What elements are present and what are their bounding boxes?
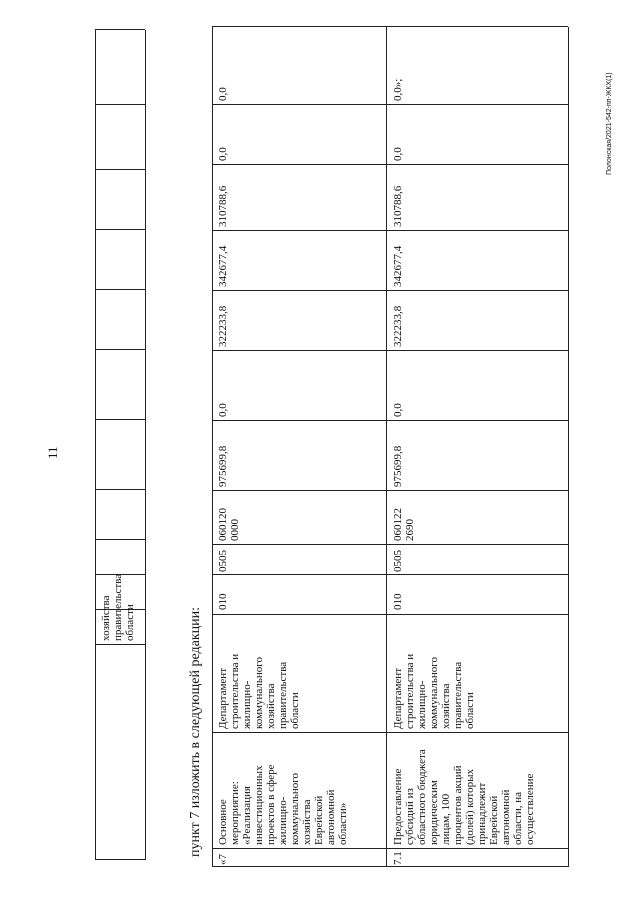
- row-number: «7: [217, 854, 229, 865]
- year-1-amount: 0,0: [392, 403, 404, 417]
- target-article-code: 060120 0000: [217, 508, 241, 541]
- rzpr-code: 0505: [217, 550, 229, 572]
- activity-name: Основное мероприятие: «Реализация инвестиционных проектов в сфере жилищно- коммунального хозяйства Еврейской автономной области»: [217, 764, 349, 845]
- total-amount: 975699,8: [392, 445, 404, 487]
- executor: Департамент строительства и жилищно- коммунального хозяйства правительства области: [217, 653, 301, 729]
- year-3-amount: 342677,4: [217, 245, 229, 287]
- year-3-amount: 342677,4: [392, 245, 404, 287]
- total-amount: 975699,8: [217, 445, 229, 487]
- document-side-note: Полонская/2021-542-пп-ЖКХ(1): [606, 72, 613, 175]
- year-6-amount: 0,0»;: [392, 78, 404, 101]
- activity-name: Предоставление субсидий из областного бюджета юридическим лицам, 100 процентов акций (долей) которых принадлежит Еврейской автономной области, на осуществление: [392, 749, 536, 845]
- year-1-amount: 0,0: [217, 403, 229, 417]
- target-article-code: 060122 2690: [392, 508, 416, 541]
- grbs-code: 010: [217, 593, 229, 610]
- grbs-code: 010: [392, 593, 404, 610]
- executor: Департамент строительства и жилищно- коммунального хозяйства правительства области: [392, 653, 476, 729]
- year-4-amount: 310788,6: [392, 185, 404, 227]
- rzpr-code: 0505: [392, 550, 404, 572]
- amendment-instruction: пункт 7 изложить в следующей редакции:: [188, 607, 203, 857]
- year-5-amount: 0,0: [392, 147, 404, 161]
- name-executor-divider: [212, 732, 568, 733]
- row-number: 7.1: [392, 851, 404, 865]
- page-number: 11: [45, 446, 60, 459]
- year-6-amount: 0,0: [217, 87, 229, 101]
- year-2-amount: 322233,8: [392, 305, 404, 347]
- year-2-amount: 322233,8: [217, 305, 229, 347]
- year-5-amount: 0,0: [217, 147, 229, 161]
- continuation-executor-text: хозяйства правительства области: [100, 573, 136, 641]
- year-4-amount: 310788,6: [217, 185, 229, 227]
